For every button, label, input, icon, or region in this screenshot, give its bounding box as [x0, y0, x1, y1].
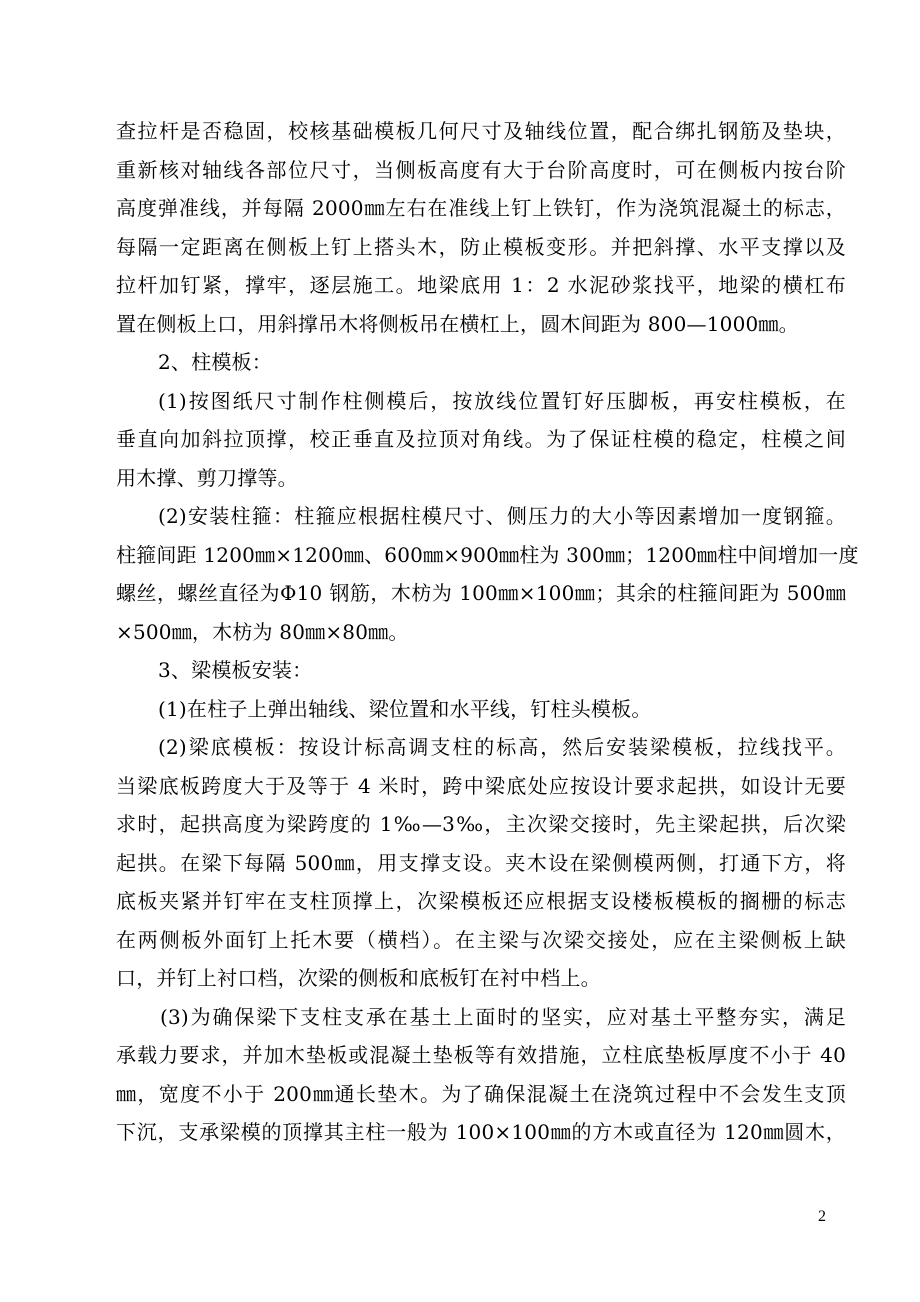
section-heading: 3、梁模板安装： — [158, 658, 313, 682]
text-line: ×500㎜，木枋为 80㎜×80㎜。 — [116, 619, 409, 644]
text-line: 起拱。在梁下每隔 500㎜，用支撑支设。夹木设在梁侧模两侧，打通下方，将 — [116, 850, 846, 875]
text-line: 重新核对轴线各部位尺寸，当侧板高度有大于台阶高度时，可在侧板内按台阶 — [116, 157, 846, 182]
text-line: 承载力要求，并加木垫板或混凝土垫板等有效措施，立柱底垫板厚度不小于 40 — [116, 1043, 846, 1067]
text-line: 高度弹准线，并每隔 2000㎜左右在准线上钉上铁钉，作为浇筑混凝土的标志， — [116, 196, 846, 220]
text-line: 口，并钉上衬口档，次梁的侧板和底板钉在衬中档上。 — [116, 966, 601, 990]
text-line: (1)按图纸尺寸制作柱侧模后，按放线位置钉好压脚板，再安柱模板，在 — [158, 388, 846, 413]
text-line: 每隔一定距离在侧板上钉上搭头木，防止模板变形。并把斜撑、水平支撑以及 — [116, 234, 846, 259]
text-line: 下沉，支承梁模的顶撑其主柱一般为 100×100㎜的方木或直径为 120㎜圆木， — [116, 1120, 846, 1144]
text-line: 拉杆加钉紧，撑牢，逐层施工。地梁底用 1：2 水泥砂浆找平，地梁的横杠布 — [116, 273, 846, 297]
page-number: 2 — [818, 1208, 826, 1225]
body-text — [116, 112, 859, 1152]
section-heading: 2、柱模板： — [158, 350, 272, 374]
text-line: 用木撑、剪刀撑等。 — [116, 465, 298, 490]
text-line: 查拉杆是否稳固，校核基础模板几何尺寸及轴线位置，配合绑扎钢筋及垫块， — [116, 119, 846, 143]
text-line: 螺丝，螺丝直径为Φ10 钢筋，木枋为 100㎜×100㎜；其余的柱箍间距为 500㎜ — [116, 581, 846, 605]
text-line: (2)安装柱箍：柱箍应根据柱模尺寸、侧压力的大小等因素增加一度钢箍。 — [158, 504, 846, 528]
text-line: (1)在柱子上弹出轴线、梁位置和水平线，钉柱头模板。 — [158, 696, 652, 721]
text-line: (2)梁底模板：按设计标高调支柱的标高，然后安装梁模板，拉线找平。 — [158, 735, 846, 759]
text-line: 置在侧板上口，用斜撑吊木将侧板吊在横杠上，圆木间距为 800—1000㎜。 — [116, 311, 799, 336]
text-line: 底板夹紧并钉牢在支柱顶撑上，次梁模板还应根据支设楼板模板的搁栅的标志 — [116, 889, 846, 913]
text-line: 求时，起拱高度为梁跨度的 1‰—3‰，主次梁交接时，先主梁起拱，后次梁 — [116, 812, 846, 836]
text-line: 柱箍间距 1200㎜×1200㎜、600㎜×900㎜柱为 300㎜；1200㎜柱中间增加一度 — [116, 542, 859, 567]
text-line: 垂直向加斜拉顶撑，校正垂直及拉顶对角线。为了保证柱模的稳定，柱模之间 — [116, 427, 846, 451]
text-line: ㎜，宽度不小于 200㎜通长垫木。为了确保混凝土在浇筑过程中不会发生支顶 — [116, 1081, 846, 1106]
text-line: (3)为确保梁下支柱支承在基土上面时的坚实，应对基土平整夯实，满足 — [160, 1004, 846, 1029]
text-line: 当梁底板跨度大于及等于 4 米时，跨中梁底处应按设计要求起拱，如设计无要 — [116, 773, 846, 798]
text-line: 在两侧板外面钉上托木要（横档）。在主梁与次梁交接处，应在主梁侧板上缺 — [116, 927, 846, 952]
